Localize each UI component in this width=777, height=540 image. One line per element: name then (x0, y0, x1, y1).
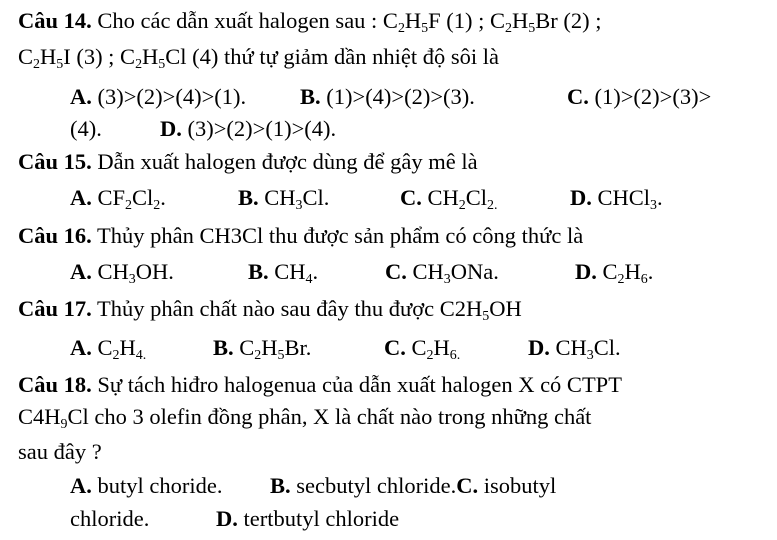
q18-option-c-cont: chloride. (70, 506, 150, 531)
q15-option-b: B. $CH_3Cl$. (238, 185, 330, 213)
q14-option-c-cont: (4). (70, 116, 102, 141)
q17-option-c: C. $C_2H_{6.}$ (384, 335, 461, 363)
q16-option-b: B. $CH_4$. (248, 259, 319, 287)
q15-stem: Câu 15. Dẫn xuất halogen được dùng để gây mê là (18, 149, 478, 174)
q14-option-d: D. (3)>(2)>(1)>(4). (160, 116, 337, 141)
q14-option-c: C. (1)>(2)>(3)> (567, 84, 712, 109)
q14-option-b: B. (1)>(4)>(2)>(3). (300, 84, 475, 109)
q17-stem: Câu 17. Thủy phân chất nào sau đây thu được $C2H_5OH$ (18, 296, 522, 324)
q18-option-b: B. secbutyl chloride.C. isobutyl (270, 473, 557, 498)
q14-options-line1: A. (3)>(2)>(4)>(1). (70, 84, 247, 109)
q15-option-d: D. CHCl$_3$. (570, 185, 663, 213)
q15-option-a: A. $CF_2Cl_2$. (70, 185, 166, 213)
q16-option-c: C. $CH_3ONa$. (385, 259, 499, 287)
q18-stem-line2: $C4H_9Cl$ cho 3 olefin đồng phân, X là chất nào trong những chất (18, 404, 592, 432)
q18-option-d: D. tertbutyl chloride (216, 506, 400, 531)
q16-stem: Câu 16. Thủy phân CH3Cl thu được sản phẩm có công thức là (18, 223, 584, 248)
q18-stem-line1: Câu 18. Sự tách hiđro halogenua của dẫn xuất halogen X có CTPT (18, 372, 622, 397)
q17-option-a: A. $C_2H_{4.}$ (70, 335, 147, 363)
q16-option-d: D. $C_2H_6$. (575, 259, 654, 287)
q15-option-c: C. $CH_2Cl_{2.}$ (400, 185, 498, 213)
q16-option-a: A. $CH_3OH$. (70, 259, 174, 287)
q14-stem-line1: Câu 14. Cho các dẫn xuất halogen sau : $C_2H_5F$ (1) ; $C_2H_5Br$ (2) ; (18, 8, 602, 36)
q14-stem-line2: $C_2H_5I$ (3) ; $C_2H_5Cl$ (4) thứ tự giảm dần nhiệt độ sôi là (18, 44, 499, 72)
q17-option-b: B. $C_2H_5Br$. (213, 335, 312, 363)
q18-option-a: A. butyl choride. (70, 473, 223, 498)
q18-stem-line3: sau đây ? (18, 439, 102, 464)
q17-option-d: D. $CH_3Cl$. (528, 335, 621, 363)
